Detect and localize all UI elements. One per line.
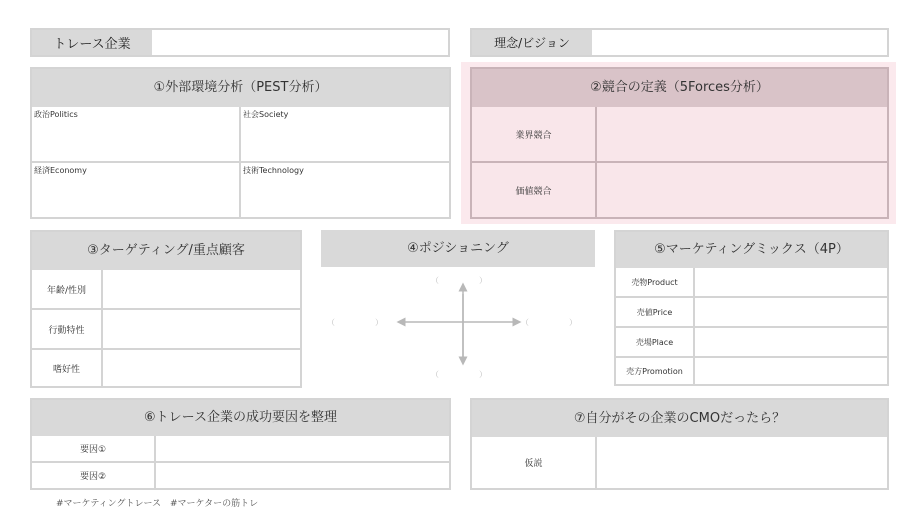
trace-company-label-bg xyxy=(32,30,152,55)
targeting-behavior-input[interactable] xyxy=(103,310,300,350)
success-factor2-label: 要因② xyxy=(79,472,107,482)
targeting-behavior-label-cell xyxy=(32,310,103,350)
mix-title: ⑤マーケティングミックス（4P） xyxy=(616,232,887,268)
trace-company-label: トレース企業 xyxy=(53,37,131,52)
mix-product-input[interactable] xyxy=(695,268,887,298)
positioning-area[interactable] xyxy=(321,267,595,388)
positioning-paren-left: （ ） xyxy=(327,318,383,327)
mix-place-label-cell xyxy=(616,328,695,358)
cmo-title: ⑦自分がその企業のCMOだったら？ xyxy=(472,400,887,437)
mix-price-input[interactable] xyxy=(695,298,887,328)
mix-product-label: 売物Product xyxy=(631,277,678,287)
forces-industry-input[interactable] xyxy=(597,107,887,163)
targeting-age-label: 年齢/性別 xyxy=(46,285,87,296)
pest-society-label: 社会Society xyxy=(243,110,289,119)
targeting-age-input[interactable] xyxy=(103,270,300,310)
pest-politics-cell[interactable] xyxy=(32,107,241,163)
success-section xyxy=(30,398,451,490)
success-title: ⑥トレース企業の成功要因を整理 xyxy=(32,400,449,436)
philosophy-label-bg xyxy=(472,30,592,55)
positioning-title: ④ポジショニング xyxy=(321,230,595,267)
mix-price-label-cell xyxy=(616,298,695,328)
success-factor1-label: 要因① xyxy=(79,445,107,455)
philosophy-box xyxy=(470,28,889,57)
mix-promotion-label: 売方Promotion xyxy=(626,366,683,376)
forces-title: ②競合の定義（5Forces分析） xyxy=(472,69,887,107)
mix-promotion-input[interactable] xyxy=(695,358,887,384)
mix-promotion-label-cell xyxy=(616,358,695,384)
targeting-preference-label-cell xyxy=(32,350,103,386)
mix-place-label: 売場Place xyxy=(635,337,674,347)
forces-section xyxy=(470,67,889,219)
forces-industry-label-cell xyxy=(472,107,597,163)
pest-society-cell[interactable] xyxy=(241,107,449,163)
targeting-preference-label: 嗜好性 xyxy=(52,364,80,375)
mix-place-input[interactable] xyxy=(695,328,887,358)
philosophy-input[interactable] xyxy=(592,30,887,55)
footer-hashtags: #マーケティングトレース #マーケターの筋トレ xyxy=(56,499,259,509)
targeting-behavior-label: 行動特性 xyxy=(48,325,85,336)
pest-section xyxy=(30,67,451,219)
cmo-section xyxy=(470,398,889,490)
pest-economy-cell[interactable] xyxy=(32,163,241,217)
pest-technology-label: 技術Technology xyxy=(243,166,304,175)
philosophy-label: 理念/ビジョン xyxy=(494,36,570,50)
cmo-hypothesis-label-cell xyxy=(472,437,597,488)
mix-product-label-cell xyxy=(616,268,695,298)
forces-value-label: 価値競合 xyxy=(515,186,552,197)
success-factor2-input[interactable] xyxy=(156,463,449,488)
targeting-section xyxy=(30,230,302,388)
positioning-paren-bottom: （ ） xyxy=(431,370,487,379)
targeting-preference-input[interactable] xyxy=(103,350,300,386)
forces-value-input[interactable] xyxy=(597,163,887,217)
pest-technology-cell[interactable] xyxy=(241,163,449,217)
mix-section xyxy=(614,230,889,386)
forces-industry-label: 業界競合 xyxy=(515,130,552,141)
pest-title: ①外部環境分析（PEST分析） xyxy=(32,69,449,107)
targeting-title: ③ターゲティング/重点顧客 xyxy=(32,232,300,270)
pest-economy-label: 経済Economy xyxy=(34,166,87,175)
success-factor1-label-cell xyxy=(32,436,156,463)
success-factor1-input[interactable] xyxy=(156,436,449,463)
positioning-paren-right: （ ） xyxy=(521,318,577,327)
cmo-hypothesis-input[interactable] xyxy=(597,437,887,488)
positioning-paren-top: （ ） xyxy=(431,276,487,285)
trace-company-input[interactable] xyxy=(152,30,448,55)
forces-value-label-cell xyxy=(472,163,597,217)
pest-politics-label: 政治Politics xyxy=(34,110,78,119)
cmo-hypothesis-label: 仮説 xyxy=(524,459,543,469)
mix-price-label: 売値Price xyxy=(636,307,673,317)
targeting-age-label-cell xyxy=(32,270,103,310)
trace-company-box xyxy=(30,28,450,57)
success-factor2-label-cell xyxy=(32,463,156,488)
